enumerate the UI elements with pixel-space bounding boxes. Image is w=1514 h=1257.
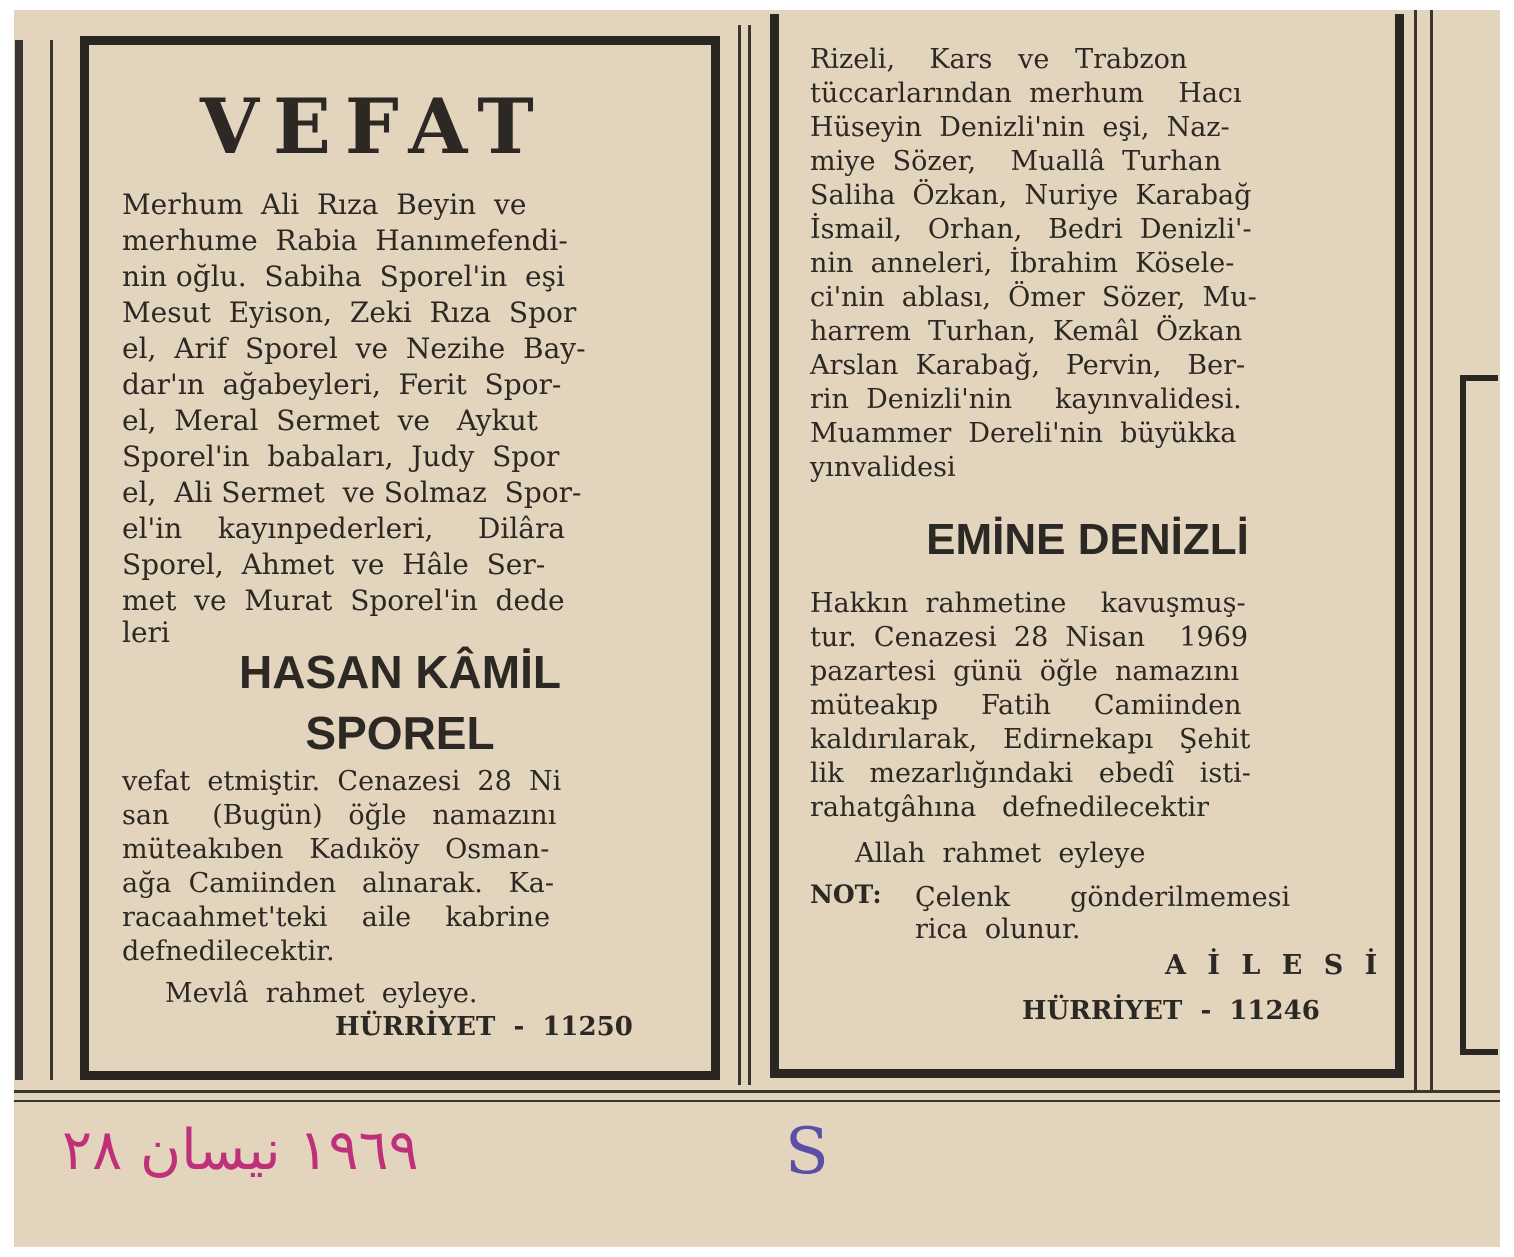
right-body-line: nin anneleri, İbrahim Kösele- xyxy=(810,248,1235,279)
right-body-line: ci'nin ablası, Ömer Sözer, Mu- xyxy=(810,282,1257,313)
right-edge-block xyxy=(1460,375,1498,1055)
left-body2-line: defnedilecektir. xyxy=(122,936,335,967)
left-body-line: el, Arif Sporel ve Nezihe Bay- xyxy=(122,332,586,365)
left-title: VEFAT xyxy=(200,82,548,171)
right-body2-line: lik mezarlığındaki ebedî isti- xyxy=(810,758,1251,789)
right-body-line: yınvalidesi xyxy=(810,452,956,483)
right-body-line: tüccarlarından merhum Hacı xyxy=(810,78,1242,109)
horizontal-rule xyxy=(14,1090,1500,1093)
right-closing: Allah rahmet eyleye xyxy=(855,838,1146,869)
column-rule-left-thin xyxy=(50,40,53,1080)
right-signature: A İ L E S İ xyxy=(1165,950,1384,981)
left-deceased-name-line2: SPOREL xyxy=(305,707,495,759)
right-body-line: Rizeli, Kars ve Trabzon xyxy=(810,44,1188,75)
left-body-line: merhume Rabia Hanımefendi- xyxy=(122,224,568,257)
left-body2-line: racaahmet'teki aile kabrine xyxy=(122,902,551,933)
column-rule-right-2 xyxy=(1430,10,1433,1090)
right-body2-line: tur. Cenazesi 28 Nisan 1969 xyxy=(810,622,1249,653)
column-rule-right-1 xyxy=(1414,10,1417,1090)
left-body2-line: müteakıben Kadıköy Osman- xyxy=(122,834,550,865)
left-body2-line: vefat etmiştir. Cenazesi 28 Ni xyxy=(122,766,562,797)
right-body-line: Hüseyin Denizli'nin eşi, Naz- xyxy=(810,112,1230,143)
column-rule-left xyxy=(15,40,23,1080)
column-rule-center-2 xyxy=(748,25,751,1085)
right-deceased-name: EMİNE DENİZLİ xyxy=(926,515,1249,564)
left-body-line: dar'ın ağabeyleri, Ferit Spor- xyxy=(122,368,562,401)
left-body-line: el'in kayınpederleri, Dilâra xyxy=(122,512,566,545)
left-body-line: met ve Murat Sporel'in dede xyxy=(122,584,565,617)
left-body-line: Merhum Ali Rıza Beyin ve xyxy=(122,188,527,221)
left-body-line: Mesut Eyison, Zeki Rıza Spor xyxy=(122,296,577,329)
left-body-line: el, Ali Sermet ve Solmaz Spor- xyxy=(122,476,582,509)
handwritten-mark: S xyxy=(785,1115,829,1189)
left-body-line: leri xyxy=(122,616,170,649)
left-body2-line: ağa Camiinden alınarak. Ka- xyxy=(122,868,554,899)
right-reference: HÜRRİYET - 11246 xyxy=(1022,996,1320,1026)
left-body-line: Sporel'in babaları, Judy Spor xyxy=(122,440,560,473)
left-body-line: el, Meral Sermet ve Aykut xyxy=(122,404,538,437)
right-body2-line: kaldırılarak, Edirnekapı Şehit xyxy=(810,724,1251,755)
left-deceased-name-line1: HASAN KÂMİL xyxy=(239,646,561,698)
right-body-line: harrem Turhan, Kemâl Özkan xyxy=(810,316,1243,347)
left-body-line: Sporel, Ahmet ve Hâle Ser- xyxy=(122,548,546,581)
right-body2-line: Hakkın rahmetine kavuşmuş- xyxy=(810,588,1246,619)
left-closing: Mevlâ rahmet eyleye. xyxy=(165,978,478,1009)
right-body2-line: rahatgâhına defnedilecektir xyxy=(810,792,1209,823)
right-body-line: rin Denizli'nin kayınvalidesi. xyxy=(810,384,1242,415)
left-body2-line: san (Bugün) öğle namazını xyxy=(122,800,557,831)
right-body-line: Saliha Özkan, Nuriye Karabağ xyxy=(810,180,1252,211)
left-reference: HÜRRİYET - 11250 xyxy=(335,1012,633,1042)
right-not-label: NOT: xyxy=(810,880,882,909)
handwritten-date: ١٩٦٩ نيسان ٢٨ xyxy=(62,1118,419,1183)
right-body-line: miye Sözer, Muallâ Turhan xyxy=(810,146,1222,177)
left-body-line: nin oğlu. Sabiha Sporel'in eşi xyxy=(122,260,565,293)
right-body-line: İsmail, Orhan, Bedri Denizli'- xyxy=(810,214,1252,245)
right-body2-line: müteakıp Fatih Camiinden xyxy=(810,690,1242,721)
horizontal-rule-2 xyxy=(14,1100,1500,1102)
right-body-line: Muammer Dereli'nin büyükka xyxy=(810,418,1237,449)
right-not-text-2: rica olunur. xyxy=(915,914,1081,945)
right-not-text-1: Çelenk gönderilmemesi xyxy=(915,882,1291,913)
column-rule-center-1 xyxy=(738,25,741,1085)
right-body2-line: pazartesi günü öğle namazını xyxy=(810,656,1240,687)
right-body-line: Arslan Karabağ, Pervin, Ber- xyxy=(810,350,1246,381)
